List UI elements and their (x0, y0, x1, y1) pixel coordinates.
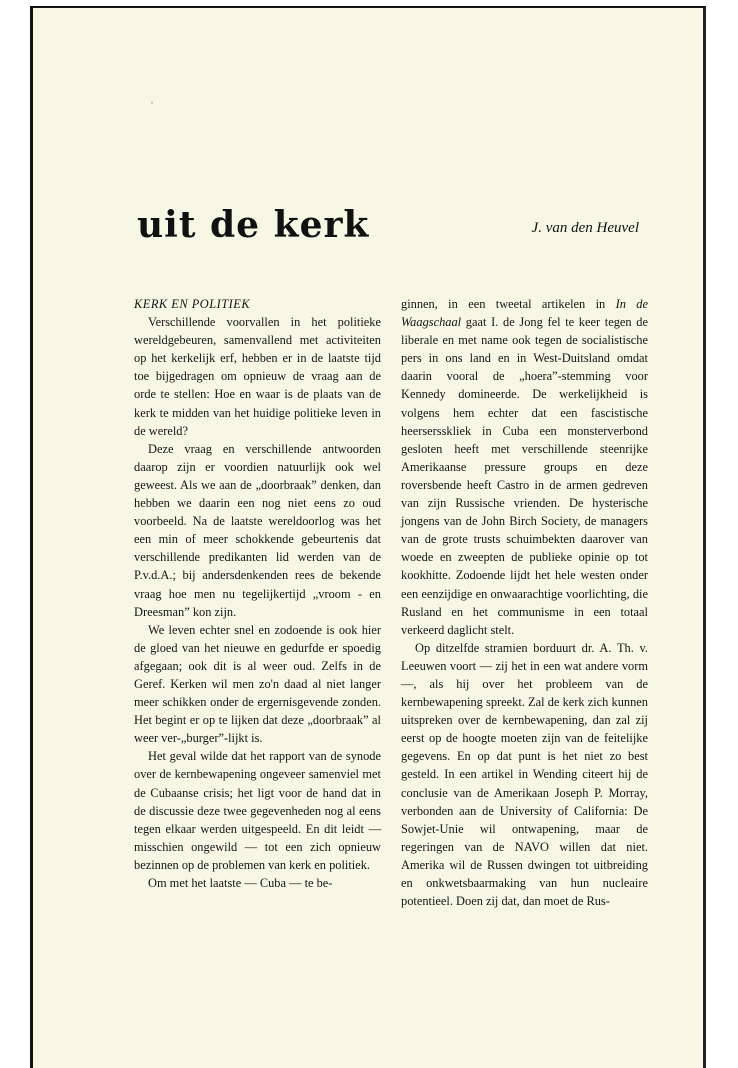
paragraph: Verschillende voorvallen in het politieke wereldgebeuren, samenvallend met activiteiten op het kerkelijk erf, hebben er in de laatste tijd toe bijgedragen om opnieuw de vraag aan de orde te stellen: Hoe en waar is de plaats van de kerk te midden van het huidige politieke leven in de wereld? (134, 315, 381, 438)
right-column (401, 295, 648, 910)
page-heading: uit de kerk (137, 204, 370, 246)
paragraph-text: ginnen, in een tweetal artikelen in (401, 297, 616, 311)
paragraph: Het geval wilde dat het rapport van de synode over de kernbewapening ongeveer samenviel met de Cubaanse crisis; het ligt voor de hand dat in de discussie deze twee gegevenheden nog al eens tegen elkaar werden uitgespeeld. En dit leidt — misschien ongewild — tot een zich opnieuw bezinnen op de problemen van kerk en politiek. (134, 749, 381, 872)
paragraph-text: gaat I. de Jong fel te keer tegen de liberale en met name ook tegen de socialistische pers in ons land en in West-Duitsland omdat daarin vooral de „hoera”-stemming voor Kennedy domineerde. De werkelijkheid is volgens hem echter dat een fascistische heersersskliek in Cuba een monsterverbond gesloten heeft met verschillende steenrijke Amerikaanse pressure groups en deze roversbende heeft Castro in de armen gedreven van zijn Russische vrienden. De hysterische jongens van de John Birch Society, de managers van de grote trusts schuimbekten daarover van woede en zweepten de publieke opinie op tot kookhitte. Zodoende lijdt het hele westen onder een eenzijdige en onwaarachtige voorlichting, die Rusland en het communisme in een totaal verkeerd daglicht stelt. (401, 315, 648, 637)
publication-title: In de Waagschaal (401, 297, 648, 330)
paragraph: Deze vraag en verschillende antwoorden daarop zijn er voordien natuurlijk ook wel geweest. Als we aan de „doorbraak” denken, dan hebben we daarin een nog niet eens zo oud voorbeeld. Na de laatste wereldoorlog was het een min of meer schokkende gebeurtenis dat verschillende predikanten lid werden van de P.v.d.A.; bij andersdenkenden rees de bekende vraag hoe men nu tegelijkertijd „vroom - en Dreesman” kon zijn. (134, 441, 381, 619)
page-speck (151, 102, 153, 104)
paragraph (401, 295, 648, 639)
author-name: J. van den Heuvel (531, 220, 639, 236)
left-column (134, 295, 381, 892)
document-page (30, 6, 706, 1068)
paragraph: We leven echter snel en zodoende is ook hier de gloed van het nieuwe en gedurfde er spoedig afgegaan; ook dit is al weer oud. Zelfs in de Geref. Kerken wil men zo'n daad al niet langer meer schikken onder de ergernisgevende zonden. Het begint er op te lijken dat deze „doorbraak” al weer ver-„burger”-lijkt is. (134, 622, 381, 746)
paragraph: Op ditzelfde stramien borduurt dr. A. Th. v. Leeuwen voort — zij het in een wat andere vorm —, als hij over het probleem van de kernbewapening spreekt. Zal de kerk zich kunnen uitspreken over de kernbewapening, dan zal zij eerst op de hoogte moeten zijn van de feitelijke gegevens. En op dat punt is het niet zo best gesteld. In een artikel in Wending citeert hij de conclusie van de Amerikaan Joseph P. Morray, verbonden aan de University of California: De Sowjet-Unie wil ontwapening, maar de regeringen van de NAVO willen dat niet. Amerika wil de Russen dwingen tot uitbreiding en onkwetsbaarmaking van hun nucleaire potentieel. Doen zij dat, dan moet de Rus- (401, 640, 648, 909)
paragraph: Om met het laatste — Cuba — te be- (148, 876, 333, 890)
section-title: KERK EN POLITIEK (134, 297, 251, 311)
